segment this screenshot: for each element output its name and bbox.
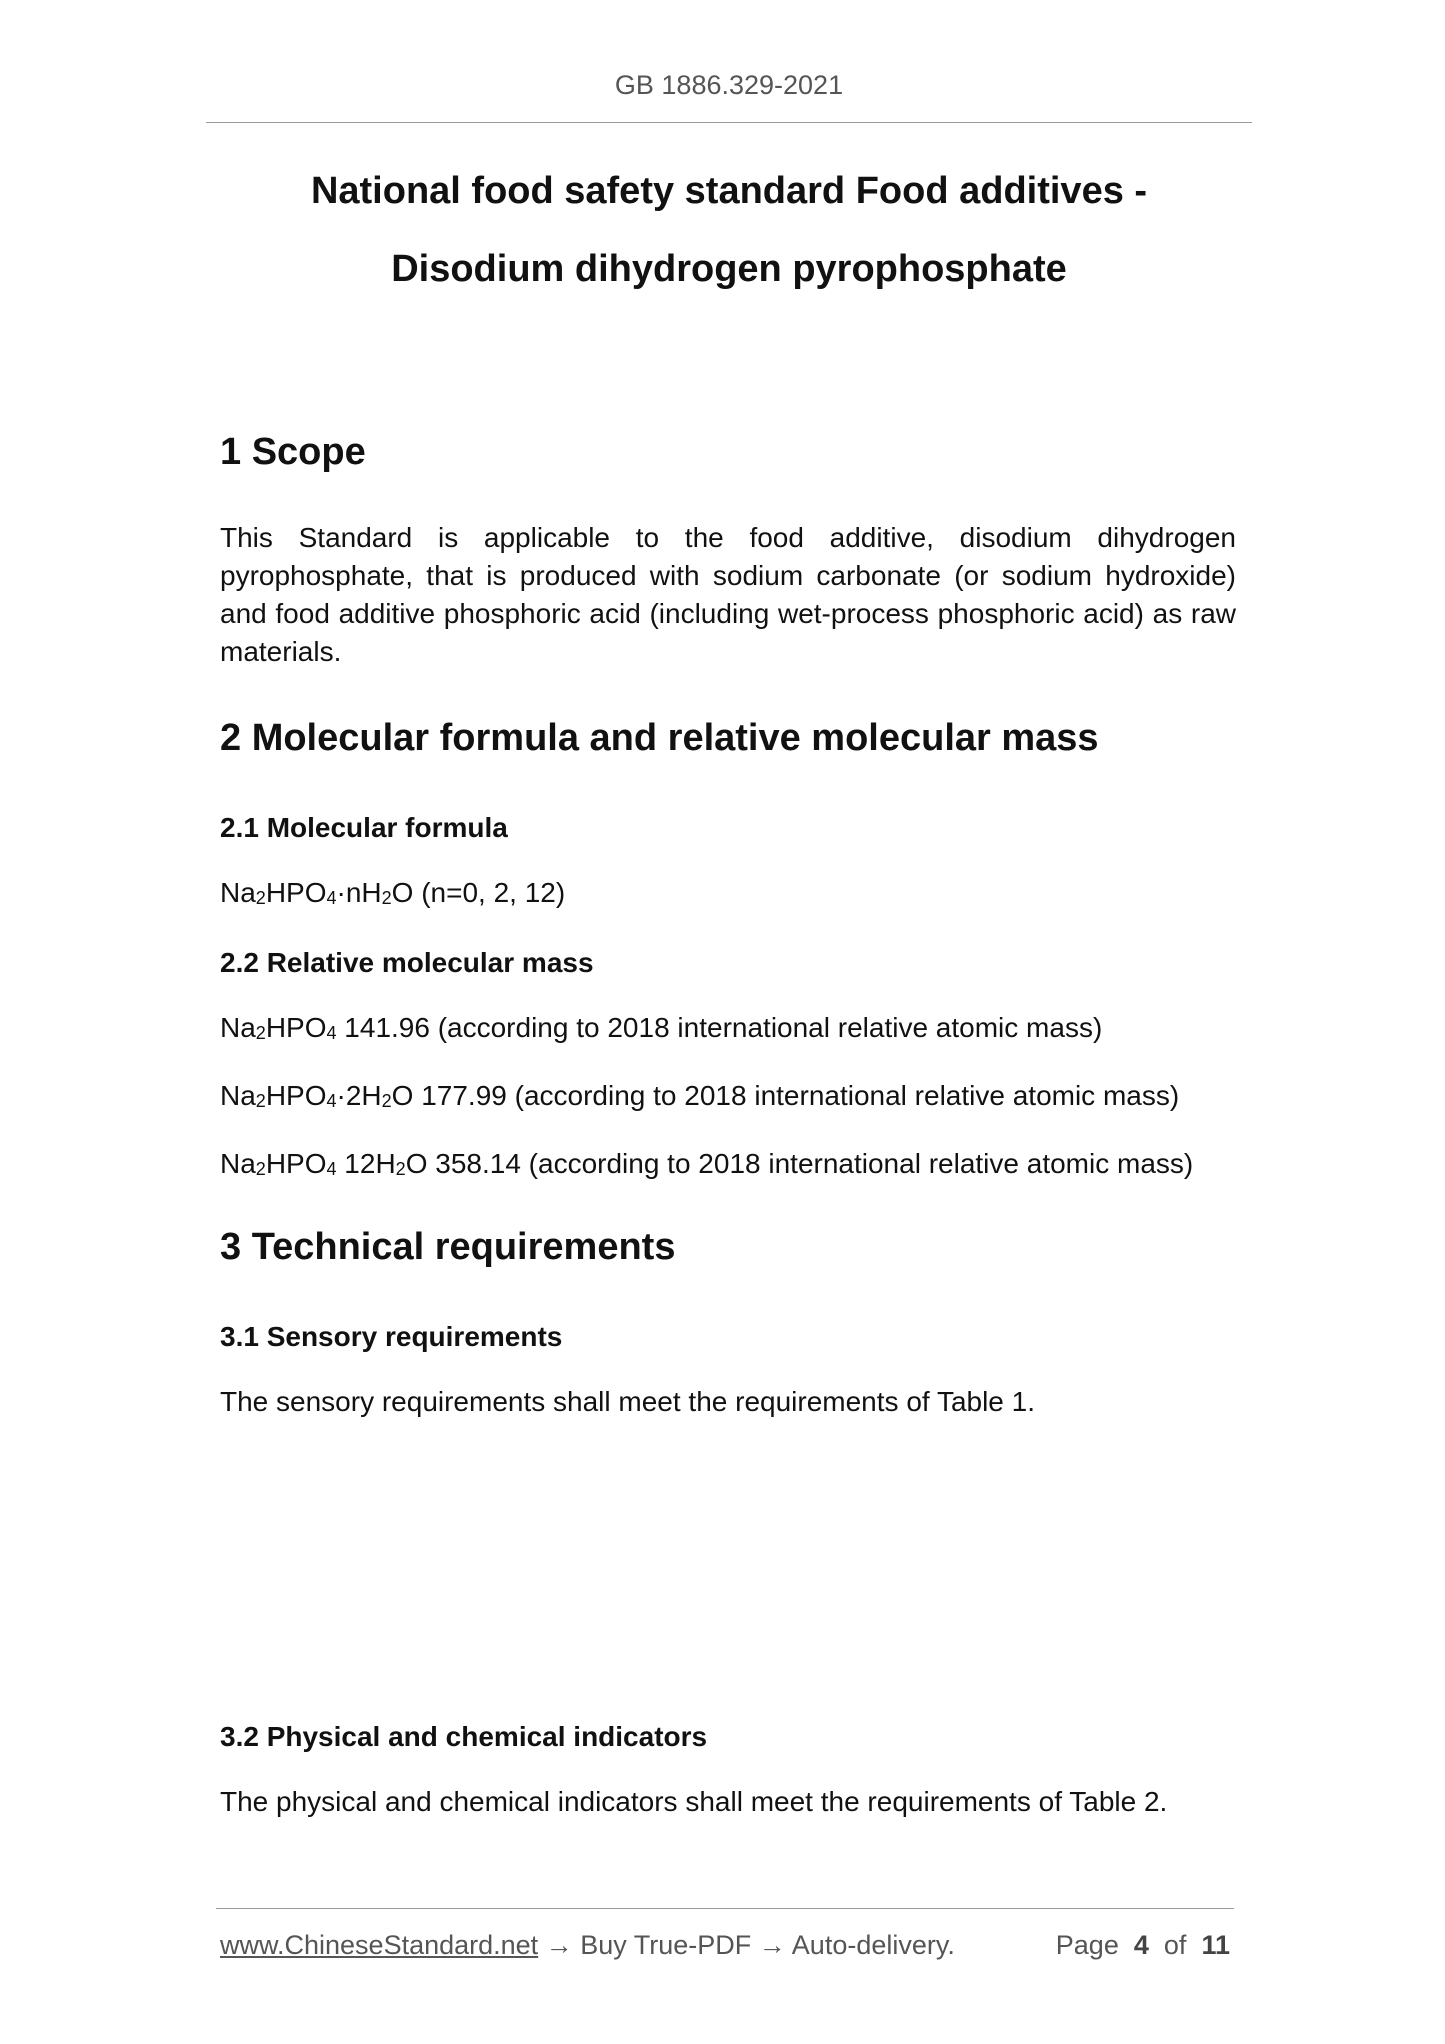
document-title-line-1: National food safety standard Food additives - — [310, 170, 1148, 212]
subsection-heading-molecular-formula: 2.1 Molecular formula — [220, 812, 508, 843]
subsection-heading-sensory: 3.1 Sensory requirements — [220, 1321, 563, 1352]
relative-mass-anhydrous: Na2HPO4 141.96 (according to 2018 international relative atomic mass) — [220, 1012, 1103, 1043]
page-indicator: Page 4 of 11 — [1055, 1930, 1230, 1960]
scope-paragraph: This Standard is applicable to the food additive, disodium dihydrogen pyrophosphate, that is produced with sodium carbonate (or sodium hydroxide) and food additive phosphoric acid (including wet-process phosphoric acid) as raw materials. — [220, 522, 1236, 667]
relative-mass-dodecahydrate: Na2HPO4 12H2O 358.14 (according to 2018 international relative atomic mass) — [220, 1148, 1194, 1179]
section-heading-scope: 1 Scope — [220, 431, 366, 473]
page-header-standard-code: GB 1886.329-2021 — [614, 70, 844, 100]
total-pages-number: 11 — [1201, 1930, 1230, 1960]
document-title-line-2: Disodium dihydrogen pyrophosphate — [391, 248, 1067, 290]
auto-delivery-text: Auto-delivery. — [791, 1930, 955, 1960]
section-heading-technical: 3 Technical requirements — [220, 1226, 676, 1268]
sensory-paragraph: The sensory requirements shall meet the requirements of Table 1. — [220, 1386, 1036, 1417]
section-heading-molecular: 2 Molecular formula and relative molecular mass — [220, 717, 1099, 759]
relative-mass-dihydrate: Na2HPO4·2H2O 177.99 (according to 2018 international relative atomic mass) — [220, 1080, 1180, 1111]
buy-true-pdf-text: Buy True-PDF — [580, 1930, 752, 1960]
website-link[interactable]: www.ChineseStandard.net — [220, 1930, 539, 1960]
arrow-right-icon: → — [545, 1930, 573, 1960]
arrow-right-icon: → — [758, 1930, 786, 1960]
molecular-formula: Na2HPO4·nH2O (n=0, 2, 12) — [220, 877, 566, 908]
physical-chemical-paragraph: The physical and chemical indicators shall meet the requirements of Table 2. — [220, 1786, 1168, 1817]
header-divider — [206, 122, 1252, 123]
subsection-heading-relative-mass: 2.2 Relative molecular mass — [220, 947, 594, 978]
subsection-heading-physical-chemical: 3.2 Physical and chemical indicators — [220, 1721, 708, 1752]
footer-divider — [216, 1908, 1234, 1909]
page-footer — [220, 1930, 1230, 1961]
current-page-number: 4 — [1133, 1930, 1149, 1960]
